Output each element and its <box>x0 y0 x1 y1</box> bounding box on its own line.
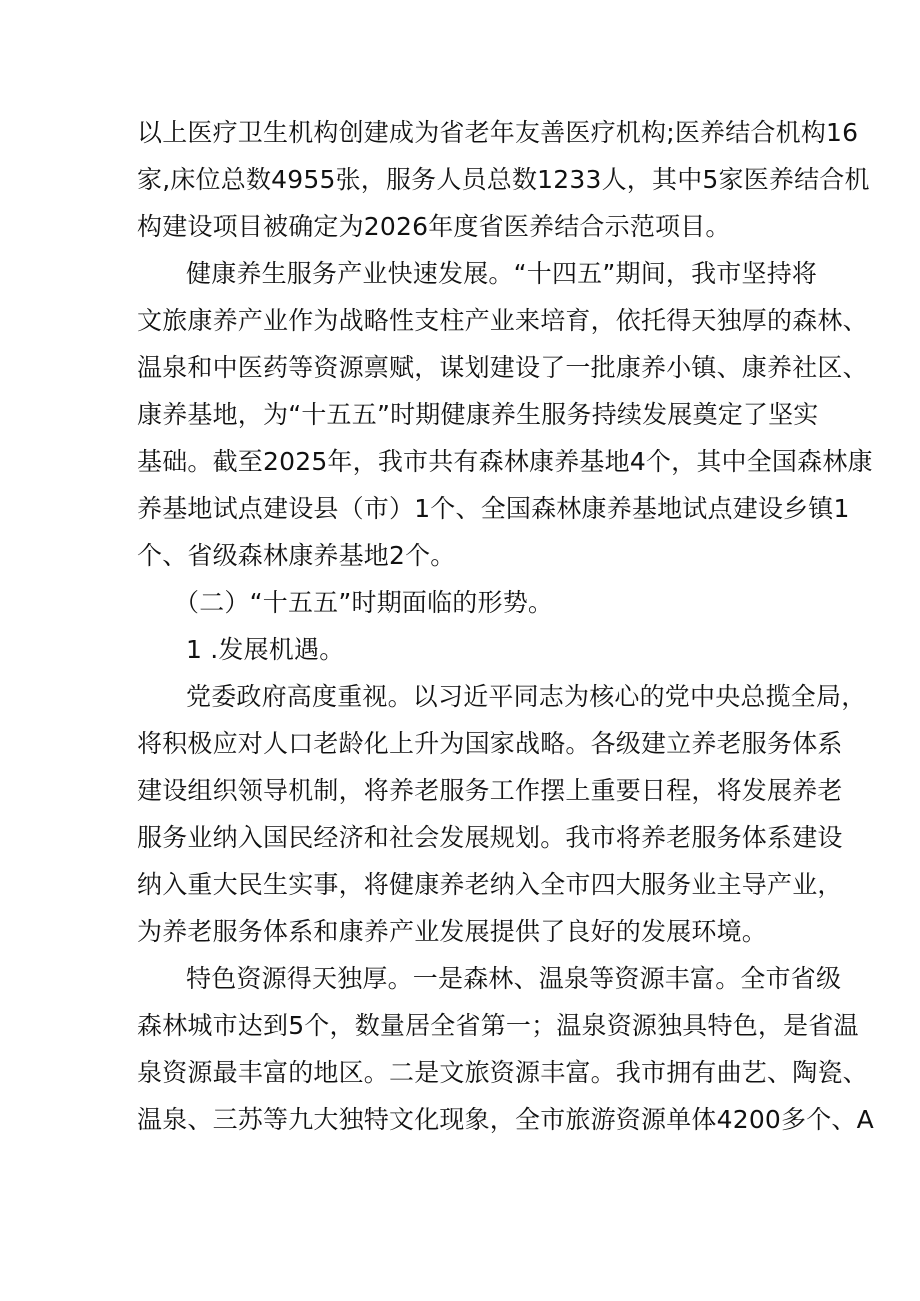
subsection-heading: 1 .发展机遇。 <box>186 635 345 664</box>
paragraph-line: 构建设项目被确定为2026年度省医养结合示范项目。 <box>137 212 731 241</box>
paragraph-line: 以上医疗卫生机构创建成为省老年友善医疗机构;医养结合机构16 <box>137 118 859 147</box>
paragraph-line: 温泉、三苏等九大独特文化现象，全市旅游资源单体4200多个、A <box>137 1105 874 1134</box>
paragraph-line: 个、省级森林康养基地2个。 <box>137 541 456 570</box>
paragraph-line: 养基地试点建设县（市）1个、全国森林康养基地试点建设乡镇1 <box>137 494 850 523</box>
paragraph-line: 泉资源最丰富的地区。二是文旅资源丰富。我市拥有曲艺、陶瓷、 <box>137 1058 868 1087</box>
paragraph-line: 建设组织领导机制，将养老服务工作摆上重要日程，将发展养老 <box>137 776 843 805</box>
paragraph-line: 温泉和中医药等资源禀赋，谋划建设了一批康养小镇、康养社区、 <box>137 353 868 382</box>
paragraph-line: 家,床位总数4955张，服务人员总数1233人，其中5家医养结合机 <box>137 165 870 194</box>
paragraph-line: 服务业纳入国民经济和社会发展规划。我市将养老服务体系建设 <box>137 823 843 852</box>
paragraph-line: 为养老服务体系和康养产业发展提供了良好的发展环境。 <box>137 917 768 946</box>
paragraph-line: 健康养生服务产业快速发展。“十四五”期间，我市坚持将 <box>186 259 818 288</box>
paragraph-line: 党委政府高度重视。以习近平同志为核心的党中央总揽全局， <box>186 682 867 711</box>
paragraph-line: 文旅康养产业作为战略性支柱产业来培育，依托得天独厚的森林、 <box>137 306 868 335</box>
paragraph-line: 纳入重大民生实事，将健康养老纳入全市四大服务业主导产业， <box>137 870 843 899</box>
paragraph-line: 特色资源得天独厚。一是森林、温泉等资源丰富。全市省级 <box>186 964 842 993</box>
section-heading: （二）“十五五”时期面临的形势。 <box>174 588 554 617</box>
paragraph-line: 森林城市达到5个，数量居全省第一；温泉资源独具特色，是省温 <box>137 1011 859 1040</box>
paragraph-line: 将积极应对人口老龄化上升为国家战略。各级建立养老服务体系 <box>137 729 843 758</box>
paragraph-line: 康养基地，为“十五五”时期健康养生服务持续发展奠定了坚实 <box>137 400 819 429</box>
paragraph-line: 基础。截至2025年，我市共有森林康养基地4个，其中全国森林康 <box>137 447 873 476</box>
